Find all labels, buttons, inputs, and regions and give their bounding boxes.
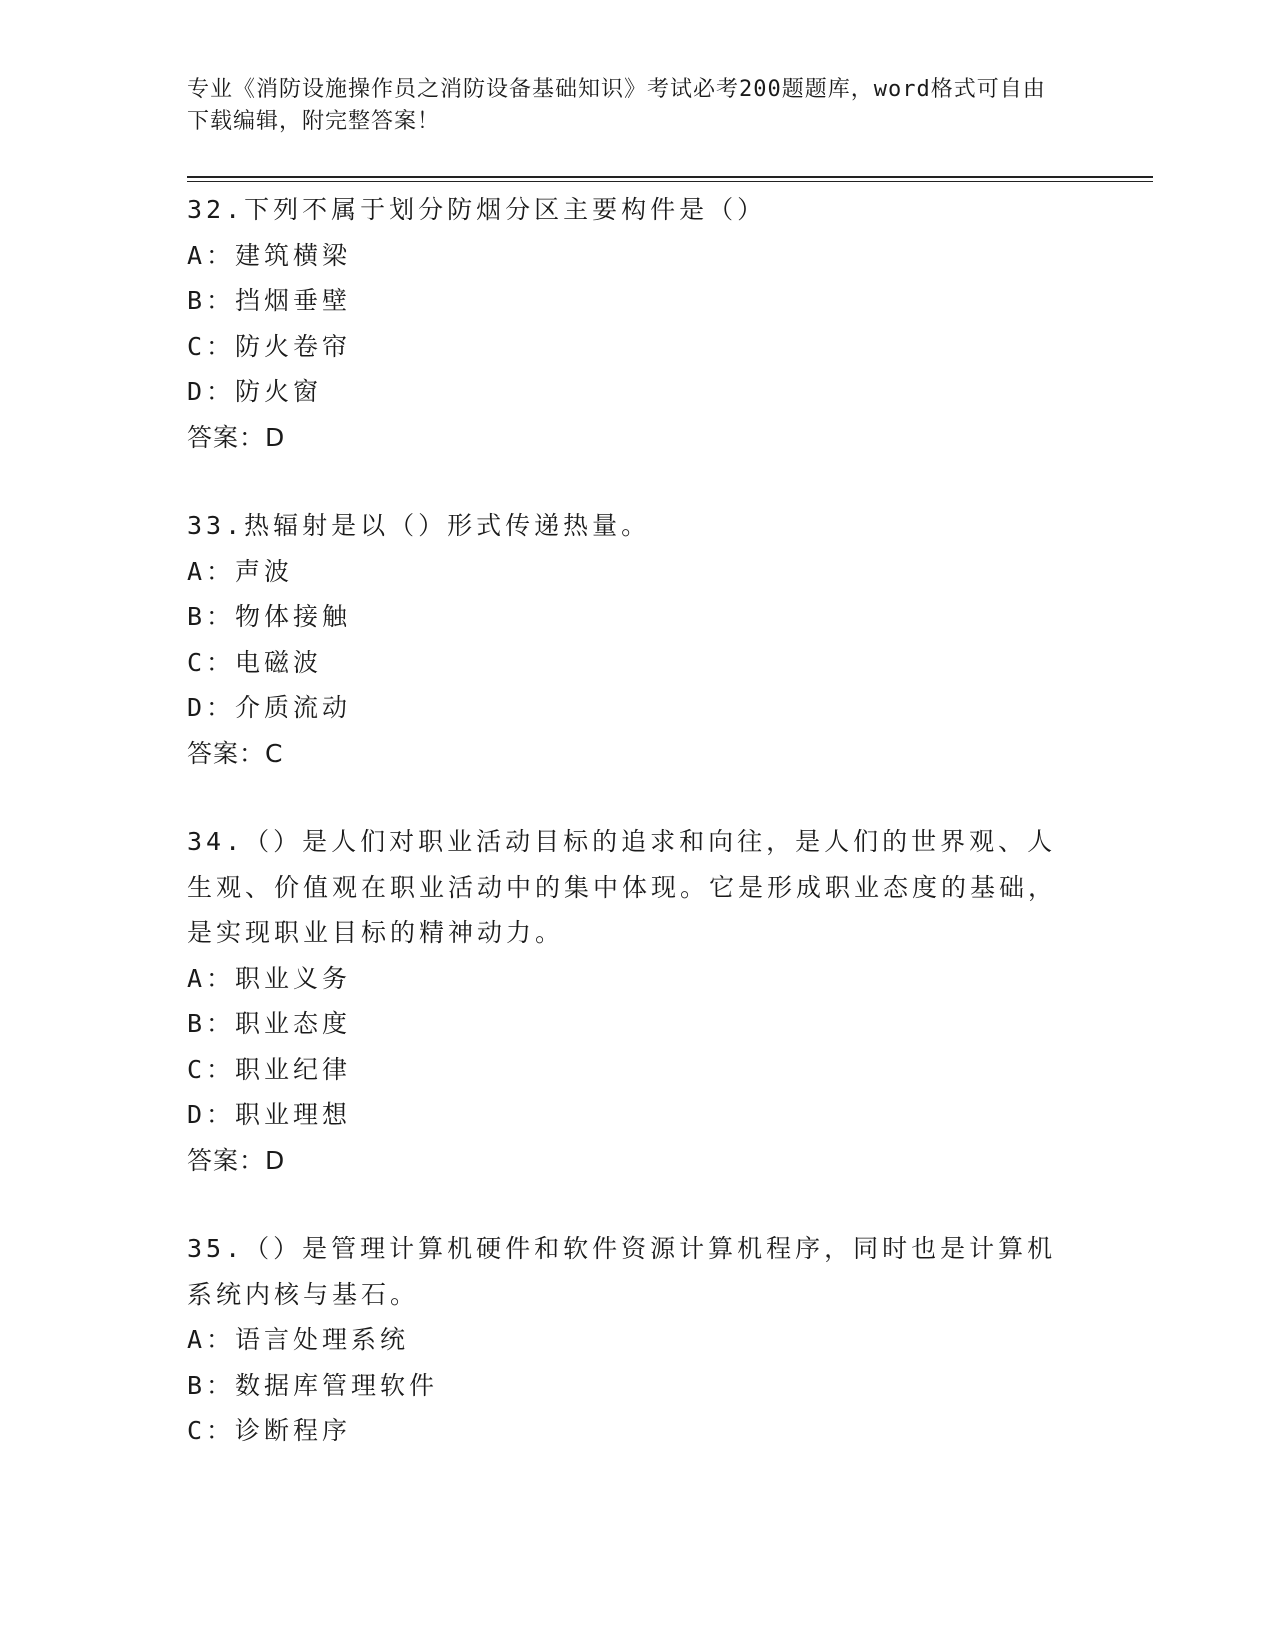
option-b: B：职业态度 xyxy=(187,1009,352,1038)
answer: 答案：D xyxy=(187,1145,286,1175)
question-stem: 35.（）是管理计算机硬件和软件资源计算机程序，同时也是计算机系统内核与基石。 xyxy=(187,1234,1057,1309)
option-a: A：建筑横梁 xyxy=(187,240,352,270)
question-stem: 33.热辐射是以（）形式传递热量。 xyxy=(187,511,651,540)
header-divider xyxy=(187,176,1153,178)
question-35 xyxy=(187,1226,1087,1454)
option-d: D：防火窗 xyxy=(187,377,323,406)
option-c: C：诊断程序 xyxy=(187,1416,352,1445)
option-d: D：介质流动 xyxy=(187,693,352,722)
question-stem: 34.（）是人们对职业活动目标的追求和向往，是人们的世界观、人生观、价值观在职业活动中的集中体现。它是形成职业态度的基础，是实现职业目标的精神动力。 xyxy=(187,827,1058,947)
option-a: A：语言处理系统 xyxy=(187,1325,410,1354)
option-c: C：电磁波 xyxy=(187,647,323,677)
question-stem: 32.下列不属于划分防烟分区主要构件是（） xyxy=(187,195,767,224)
option-a: A：职业义务 xyxy=(187,963,352,993)
option-b: B：数据库管理软件 xyxy=(187,1370,439,1400)
header-divider-thin xyxy=(187,181,1153,182)
question-33 xyxy=(187,503,1087,776)
option-c: C：职业纪律 xyxy=(187,1054,352,1084)
question-list xyxy=(187,187,1087,1454)
option-d: D：职业理想 xyxy=(187,1100,352,1129)
option-b: B：物体接触 xyxy=(187,602,352,631)
answer: 答案：C xyxy=(187,738,284,768)
question-34 xyxy=(187,819,1087,1183)
option-b: B：挡烟垂壁 xyxy=(187,286,352,315)
answer: 答案：D xyxy=(187,422,286,452)
option-a: A：声波 xyxy=(187,556,294,586)
option-c: C：防火卷帘 xyxy=(187,331,352,361)
question-32 xyxy=(187,187,1087,460)
document-header: 专业《消防设施操作员之消防设备基础知识》考试必考200题题库，word格式可自由下载编辑，附完整答案！ xyxy=(187,77,1046,134)
